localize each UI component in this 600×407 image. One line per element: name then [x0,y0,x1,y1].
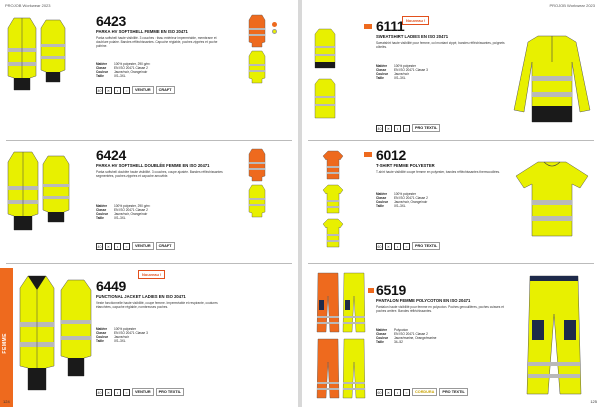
protextil-logo: PRO TEXTIL [156,388,184,396]
page-number: 125 [590,399,597,404]
product-description: Parka softshell haute visibilité. 3 couches : tissu extérieur imperméable, membrane et doublure polaire. Bandes réfléchissantes. Capuche réglable, poches zippées et poche poitrine. [96,36,218,48]
wash-icon: 60 [377,244,382,249]
wash-icon: 60 [377,390,382,395]
left-page [0,0,298,407]
spec-key: Couleur [376,72,389,76]
spec-key: Classe [376,332,387,336]
cordura-logo: CORDURA [412,388,437,396]
section-divider [6,263,292,264]
product-6519 [302,268,600,407]
spec-value: XS–3XL [114,339,126,343]
color-swatches [272,22,277,34]
protextil-logo: PRO TEXTIL [439,388,467,396]
iron-icon: • [394,243,401,250]
product-title: FUNCTIONAL JACKET LADIES EN ISO 20471 [96,294,186,299]
product-6423 [0,12,298,96]
section-divider [6,140,292,141]
spec-value: XS–3XL [114,74,126,78]
category-label: FEMME [2,333,8,354]
tumble-dry-icon: ○ [403,243,410,250]
jacket-image-front [6,14,38,94]
spec-key: Taille [376,204,384,208]
spec-value: EN ISO 20471 Classe 3 [114,331,148,335]
product-number: 6449 [96,278,126,294]
product-number: 6423 [96,13,126,29]
spec-key: Couleur [376,336,389,340]
accent-bar [364,152,372,157]
spec-value: 100% polyester [394,64,416,68]
tumble-dry-icon: ○ [123,389,130,396]
spec-key: Classe [376,68,387,72]
spec-key: Taille [96,339,104,343]
spec-key: Taille [96,74,104,78]
care-and-logos [96,388,184,396]
spec-value: Jaune/noir [394,72,409,76]
no-bleach-icon: ✕ [385,243,392,250]
spec-key: Classe [96,66,107,70]
spec-value: Jaune/noir, Orange/noir [114,70,148,74]
jacket-image-back [42,154,70,224]
tumble-dry-icon: ○ [123,87,130,94]
spec-key: Couleur [96,70,109,74]
product-description: Sweatshirt haute visibilité pour femme, col montant zippé, bandes réfléchissantes, poignets côtelés. [376,41,505,49]
accent-bar [368,288,374,293]
product-description: Parka softshell doublée haute visibilité. 3 couches, coupe ajustée. Bandes réfléchissantes segmentées, poches zippées et capuche amovible. [96,170,223,178]
tshirt-thumbnail-back [322,218,344,248]
spec-value: 100% polyester, 290 g/m² [114,62,151,66]
product-6012 [302,146,600,258]
spec-value: XS–3XL [394,76,406,80]
jacket-image-back [40,18,66,84]
iron-icon: • [394,389,401,396]
no-bleach-icon: ✕ [385,389,392,396]
sweatshirt-thumbnail-back [314,78,336,120]
spec-key: Matière [96,327,108,331]
care-and-logos [376,124,440,132]
swatch-yellow [272,29,277,34]
spec-key: Taille [376,340,384,344]
spec-key: Taille [376,76,384,80]
spec-key: Classe [96,208,107,212]
wash-icon: 40 [377,126,382,131]
spec-key: Matière [376,64,388,68]
care-and-logos [376,242,440,250]
product-6424 [0,146,298,258]
jacket-thumbnail-yellow [248,50,266,84]
trousers-thumbnail-back-orange [316,338,340,400]
protextil-logo: PRO TEXTIL [412,242,440,250]
ventur-logo: VENTUR [132,242,154,250]
product-title: PANTALON FEMME POLYCOTON EN ISO 20471 [376,298,471,303]
product-number: 6424 [96,147,126,163]
spec-value: EN ISO 20471 Classe 2 [114,66,148,70]
tumble-dry-icon: ○ [403,389,410,396]
spec-value: 100% polyester, 290 g/m² [114,204,151,208]
page-number: 124 [3,399,10,404]
spec-key: Couleur [96,335,109,339]
care-and-logos [96,242,175,250]
spec-value: 34–52 [394,340,403,344]
iron-icon: • [394,125,401,132]
wash-icon: 40 [97,244,102,249]
product-specs [376,64,506,80]
craft-logo: CRAFT [156,86,175,94]
running-header-left: PROJOB Workwear 2023 [5,3,51,8]
jacket-thumbnail-yellow [248,184,266,218]
section-divider [308,140,594,141]
spec-value: XS–3XL [394,204,406,208]
product-specs [96,204,226,220]
product-specs [376,192,506,208]
spec-key: Matière [96,204,108,208]
product-description: Veste fonctionnelle haute visibilité, coupe femme. Imperméable et respirante, coutures étanchées, capuche réglable, nombreuses poches. [96,301,218,309]
spec-value: XS–3XL [114,216,126,220]
no-bleach-icon: ✕ [105,87,112,94]
wash-icon: 40 [97,88,102,93]
product-6111 [302,12,600,138]
product-title: PARKA HV SOFTSHELL DOUBLÉE FEMME EN ISO 20471 [96,163,210,168]
ventur-logo: VENTUR [132,86,154,94]
new-badge: Nouveau ! [138,270,165,279]
no-bleach-icon: ✕ [105,389,112,396]
tshirt-image-large [514,160,590,238]
product-description: Pantalon haute visibilité pour femme en polycoton. Poches genouillères, poches cuisses et poches arrière. Bandes réfléchissantes. [376,305,504,313]
spec-key: Couleur [96,212,109,216]
spec-value: 100% polyester [394,192,416,196]
spec-key: Couleur [376,200,389,204]
product-specs [376,328,506,344]
spec-value: Jaune/noir [114,335,129,339]
spec-value: Jaune/marine, Orange/marine [394,336,437,340]
section-divider [308,263,594,264]
spec-value: Jaune/noir, Orange/noir [114,212,148,216]
spec-value: Polycoton [394,328,408,332]
tshirt-thumbnail-yellow [322,184,344,214]
care-and-logos [96,86,175,94]
spec-key: Classe [96,331,107,335]
product-description: T-shirt haute visibilité coupe femme en polyester, bandes réfléchissantes thermocollées. [376,170,501,174]
craft-logo: CRAFT [156,242,175,250]
product-specs [96,327,226,343]
trousers-thumbnail-back-yellow [342,338,366,400]
new-badge: Nouveau ! [402,16,429,25]
ventur-logo: VENTUR [132,388,154,396]
jacket-image-front [18,272,56,394]
iron-icon: • [114,243,121,250]
product-number: 6519 [376,282,406,298]
spec-value: EN ISO 20471 Classe 2 [114,208,148,212]
spec-key: Taille [96,216,104,220]
tumble-dry-icon: ○ [403,125,410,132]
jacket-image-back [60,278,92,378]
iron-icon: • [114,389,121,396]
jacket-image-front [6,148,40,234]
jacket-thumbnail-orange [248,148,266,182]
jacket-thumbnail-orange [248,14,266,48]
spec-value: Jaune/noir, Orange/noir [394,200,428,204]
spec-key: Matière [376,328,388,332]
spec-key: Matière [376,192,388,196]
wash-icon: 40 [97,390,102,395]
running-header-right: PROJOB Workwear 2023 [549,3,595,8]
product-specs [96,62,226,78]
tshirt-thumbnail-orange [322,150,344,180]
spec-value: 100% polyester [114,327,136,331]
spec-value: EN ISO 20471 Classe 3 [394,68,428,72]
tumble-dry-icon: ○ [123,243,130,250]
swatch-orange [272,22,277,27]
iron-icon: • [114,87,121,94]
product-title: SWEATSHIRT LADIES EN ISO 20471 [376,34,449,39]
product-title: PARKA HV SOFTSHELL FEMME EN ISO 20471 [96,29,188,34]
no-bleach-icon: ✕ [385,125,392,132]
trousers-thumbnail-yellow [342,272,366,334]
product-6449 [0,268,298,407]
right-page [302,0,600,407]
protextil-logo: PRO TEXTIL [412,124,440,132]
product-number: 6111 [376,18,405,34]
accent-bar [364,24,372,29]
trousers-image-large [526,274,582,396]
trousers-thumbnail-orange [316,272,340,334]
spec-value: EN ISO 20471 Classe 2 [394,332,428,336]
care-and-logos [376,388,468,396]
spec-value: EN ISO 20471 Classe 2 [394,196,428,200]
sweatshirt-image-large [512,32,592,124]
sweatshirt-thumbnail-front [314,28,336,70]
spec-key: Classe [376,196,387,200]
spec-key: Matière [96,62,108,66]
product-title: T-SHIRT FEMME POLYESTER [376,163,435,168]
product-number: 6012 [376,147,406,163]
no-bleach-icon: ✕ [105,243,112,250]
